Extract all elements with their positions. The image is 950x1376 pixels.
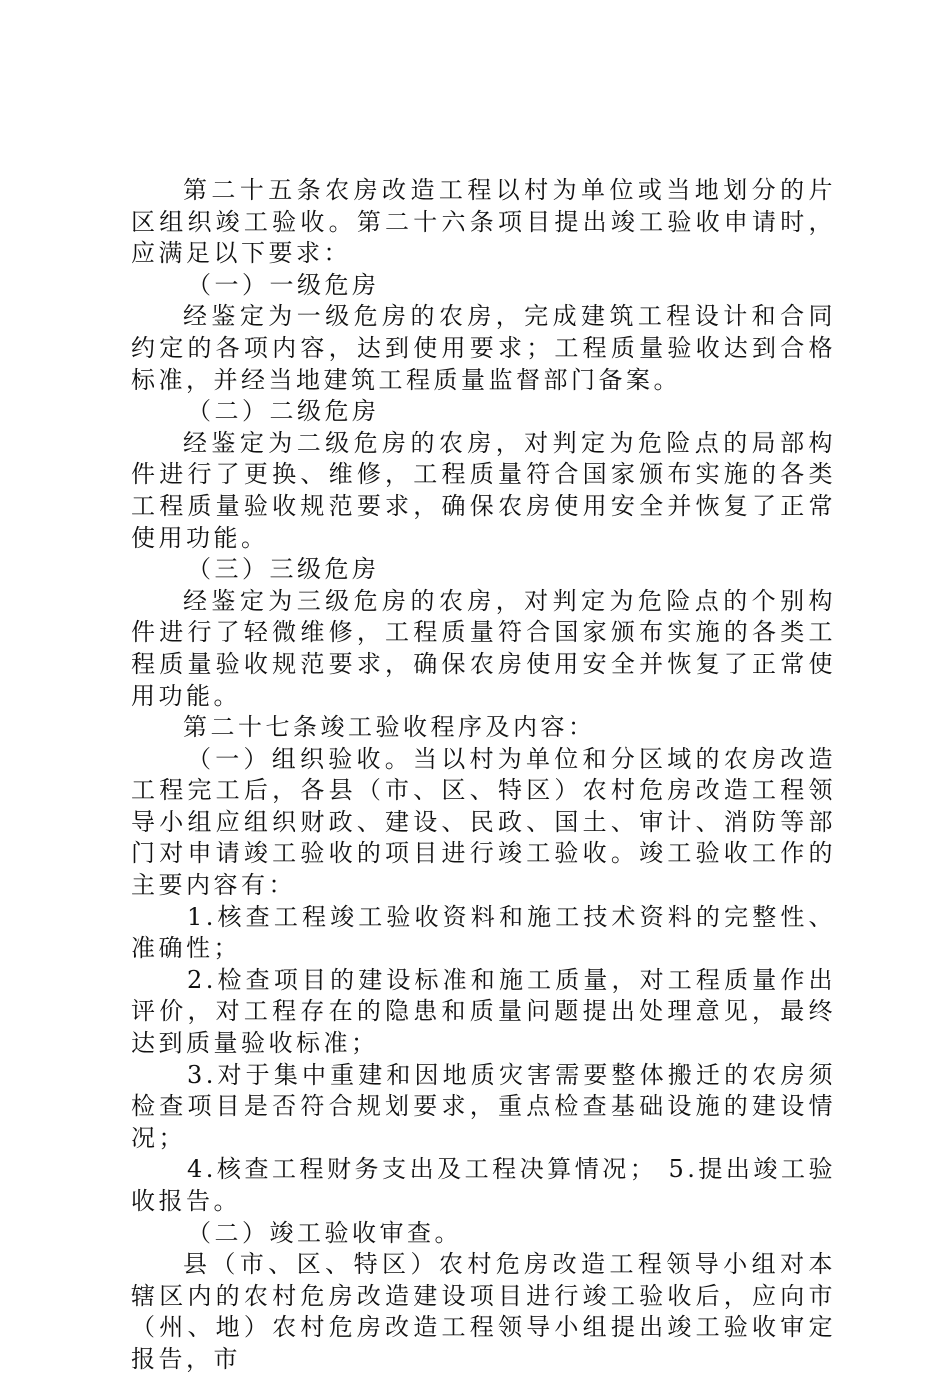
list-item-2: 2.检查项目的建设标准和施工质量，对工程质量作出评价，对工程存在的隐患和质量问题提出处理意见，最终达到质量验收标准； xyxy=(131,965,836,1058)
document-body xyxy=(131,175,836,1376)
heading-acceptance-review: （二）竣工验收审查。 xyxy=(187,1218,462,1247)
paragraph-acceptance-review: 县（市、区、特区）农村危房改造工程领导小组对本辖区内的农村危房改造建设项目进行竣工验收后，应向市（州、地）农村危房改造工程领导小组提出竣工验收审定报告，市 xyxy=(131,1250,836,1373)
list-item-3: 3.对于集中重建和因地质灾害需要整体搬迁的农房须检查项目是否符合规划要求，重点检查基础设施的建设情况； xyxy=(131,1060,836,1152)
paragraph-organize-acceptance: （一）组织验收。当以村为单位和分区域的农房改造工程完工后，各县（市、区、特区）农村危房改造工程领导小组应组织财政、建设、民政、国土、审计、消防等部门对申请竣工验收的项目进行竣工验收。竣工验收工作的主要内容有： xyxy=(131,744,836,900)
heading-level-3-danger: （三）三级危房 xyxy=(187,555,380,584)
paragraph-level-2-danger: 经鉴定为二级危房的农房，对判定为危险点的局部构件进行了更换、维修，工程质量符合国家颁布实施的各类工程质量验收规范要求，确保农房使用安全并恢复了正常使用功能。 xyxy=(131,428,836,552)
list-item-4-5: 4.核查工程财务支出及工程决算情况； 5.提出竣工验收报告。 xyxy=(131,1155,836,1215)
heading-level-2-danger: （二）二级危房 xyxy=(187,397,380,426)
paragraph-article-27: 第二十七条竣工验收程序及内容： xyxy=(183,713,596,742)
paragraph-level-1-danger: 经鉴定为一级危房的农房，完成建筑工程设计和合同约定的各项内容，达到使用要求；工程质量验收达到合格标准，并经当地建筑工程质量监督部门备案。 xyxy=(131,302,836,394)
list-item-1: 1.核查工程竣工验收资料和施工技术资料的完整性、准确性； xyxy=(131,902,836,963)
paragraph-article-25-26: 第二十五条农房改造工程以村为单位或当地划分的片区组织竣工验收。第二十六条项目提出竣工验收申请时，应满足以下要求： xyxy=(131,176,836,268)
paragraph-level-3-danger: 经鉴定为三级危房的农房，对判定为危险点的个别构件进行了轻微维修，工程质量符合国家颁布实施的各类工程质量验收规范要求，确保农房使用安全并恢复了正常使用功能。 xyxy=(131,586,836,710)
heading-level-1-danger: （一）一级危房 xyxy=(187,270,380,299)
